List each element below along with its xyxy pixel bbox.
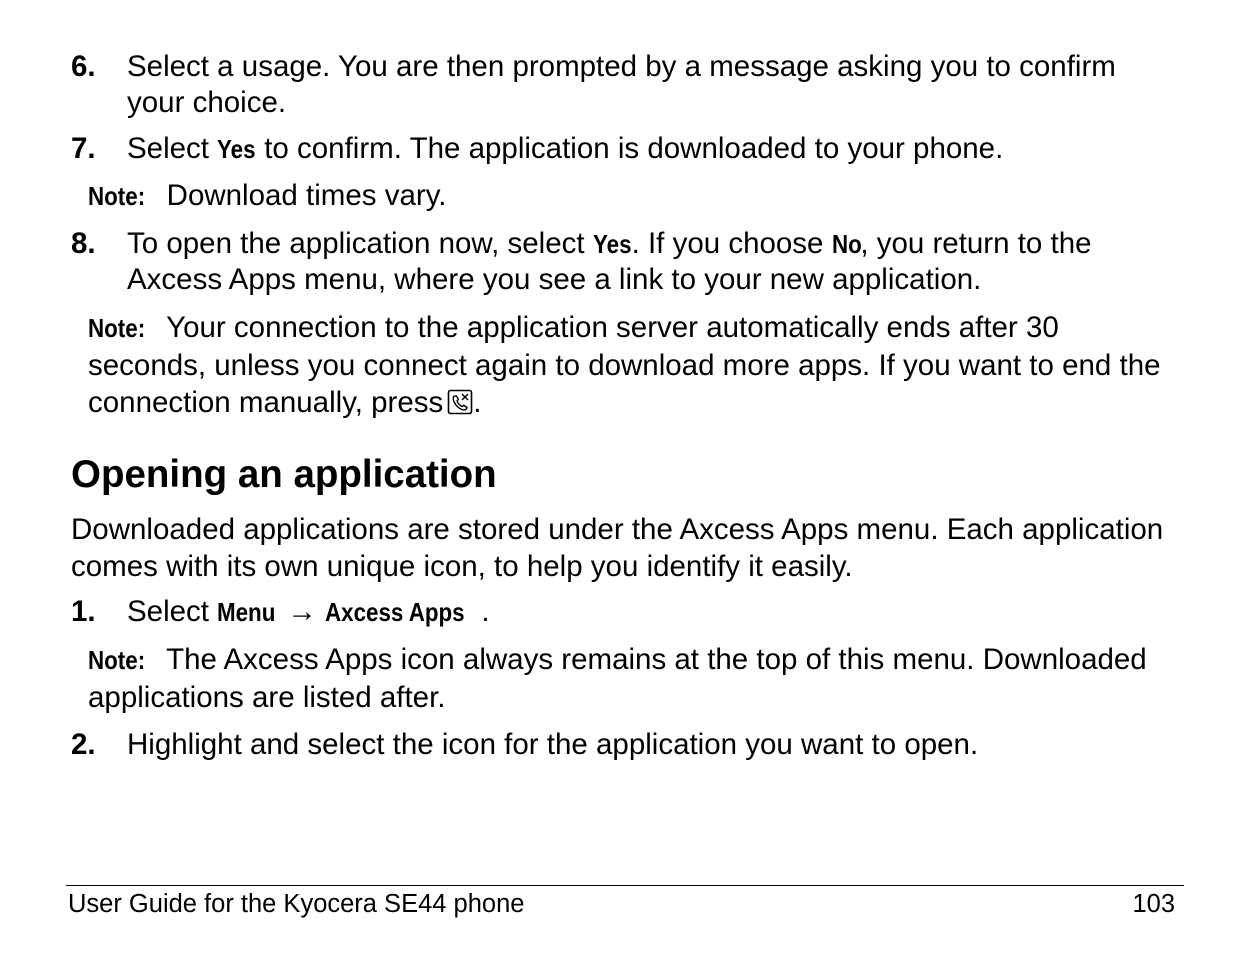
step-number: 6. bbox=[71, 50, 96, 83]
step-2 bbox=[71, 727, 1181, 763]
step-7 bbox=[71, 131, 1181, 167]
step-text-part: to confirm. The application is downloaded to your phone. bbox=[256, 132, 1004, 165]
step-text-part: Select bbox=[127, 595, 218, 628]
arrow-icon: → bbox=[279, 595, 325, 628]
note-text: The Axcess Apps icon always remains at the top of this menu. Downloaded applications are listed after. bbox=[88, 643, 1147, 714]
note-axcess-icon bbox=[88, 641, 1183, 716]
menu-key-label: Menu bbox=[217, 597, 276, 627]
step-6 bbox=[71, 49, 1181, 121]
step-text-part: Select bbox=[127, 132, 218, 165]
note-label: Note: bbox=[88, 313, 146, 343]
note-text-end: . bbox=[473, 386, 482, 419]
axcess-apps-label: Axcess Apps bbox=[324, 597, 465, 627]
note-text: Your connection to the application server automatically ends after 30 seconds, unless you connect again to download more apps. If you want to end the connection manually, press bbox=[88, 311, 1161, 419]
page-number: 103 bbox=[1132, 890, 1175, 918]
step-number: 7. bbox=[71, 132, 96, 165]
step-text-part: , you return to the Axcess Apps menu, where you see a link to your new application. bbox=[127, 227, 1092, 296]
step-text-part: . If you choose bbox=[631, 227, 832, 260]
step-number: 1. bbox=[71, 595, 96, 628]
step-text bbox=[127, 594, 1181, 630]
step-text bbox=[127, 226, 1181, 298]
footer-divider bbox=[66, 885, 1184, 886]
section-intro: Downloaded applications are stored under the Axcess Apps menu. Each application comes with its own unique icon, to help you identify it easily. bbox=[71, 513, 1164, 583]
end-call-key-icon bbox=[447, 387, 473, 413]
step-number: 8. bbox=[71, 227, 96, 260]
step-text: Highlight and select the icon for the application you want to open. bbox=[127, 728, 979, 761]
step-text-part: To open the application now, select bbox=[127, 227, 593, 260]
note-connection-ends bbox=[88, 309, 1183, 421]
footer-title: User Guide for the Kyocera SE44 phone bbox=[68, 890, 525, 918]
yes-option-label: Yes bbox=[217, 134, 256, 164]
section-heading: Opening an application bbox=[71, 453, 497, 496]
note-label: Note: bbox=[88, 645, 146, 675]
step-text bbox=[127, 131, 1181, 167]
step-number: 2. bbox=[71, 728, 96, 761]
note-text: Download times vary. bbox=[166, 179, 447, 212]
note-label: Note: bbox=[88, 181, 146, 211]
note-download-times bbox=[88, 177, 1183, 215]
step-1 bbox=[71, 594, 1181, 630]
no-option-label: No bbox=[831, 229, 862, 259]
step-text: Select a usage. You are then prompted by a message asking you to confirm your choice. bbox=[127, 50, 1116, 119]
step-8 bbox=[71, 226, 1181, 298]
step-text-part: . bbox=[481, 595, 490, 628]
yes-option-label: Yes bbox=[592, 229, 632, 259]
